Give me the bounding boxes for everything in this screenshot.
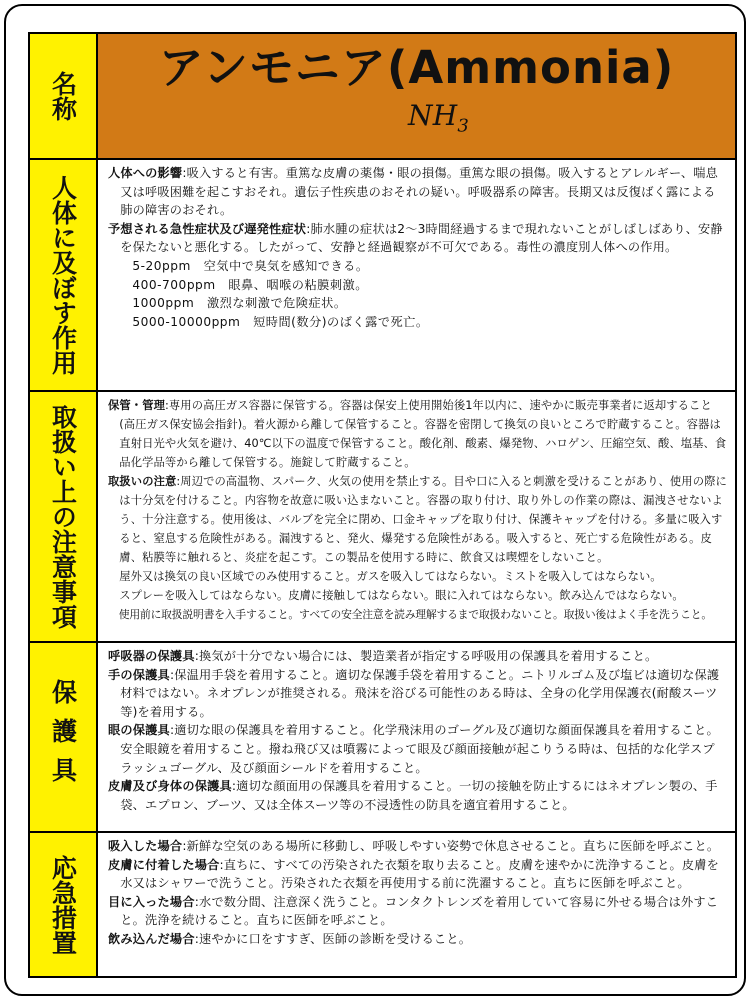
- toxicity-level: 5-20ppm 空気中で臭気を感知できる。: [132, 258, 369, 273]
- first-aid-row: [30, 831, 735, 976]
- hand-text: :保温用手袋を着用すること。適切な保護手袋を着用すること。ニトリルゴム及び塩ビは適切な保護材料ではない。ネオプレンが推奨される。飛沫を浴びる可能性のある時は、全身の化学用保護衣(耐酸スーツ等)を着用する。: [120, 667, 720, 719]
- eye-protection-text: :適切な眼の保護具を着用すること。化学飛沫用のゴーグル及び適切な顔面保護具を着用すること。安全眼鏡を着用すること。撥ね飛び又は噴霧によって眼及び顔面接触が起こりうる時は、包括的な化学スプラッシュゴーグル、及び顔面シールドを着用すること。: [120, 723, 719, 775]
- eye-protection-paragraph: [108, 721, 727, 777]
- storage-text: :専用の高圧ガス容器に保管する。容器は保安上使用開始後1年以内に、速やかに販売事業者に返却すること(高圧ガス保安協会指針)。着火源から離して保管すること。容器を密閉して換気の良いところで貯蔵すること。容器は直射日光や火気を避け、40℃以下の温度で保管すること。酸化剤、酸素、爆発物、ハロゲン、圧縮空気、酸、塩基、食品化学品等から離して保管する。施錠して貯蔵すること。: [119, 399, 727, 469]
- chemical-formula: [98, 100, 735, 143]
- name-label-cell: [30, 34, 98, 158]
- health-label-cell: [30, 160, 98, 390]
- handling-content-cell: [98, 392, 735, 641]
- hand-paragraph: [108, 666, 727, 722]
- effects-text: :吸入すると有害。重篤な皮膚の薬傷・眼の損傷。重篤な眼の損傷。吸入するとアレルギー、喘息又は呼吸困難を起こすおそれ。遺伝子性疾患のおそれの疑い。呼吸器系の障害。長期又は反復ばく露による肺の障害のおそれ。: [120, 166, 719, 218]
- body-protection-text: :適切な顔面用の保護具を着用すること。一切の接触を防止するにはネオプレン製の、手袋、エプロン、ブーツ、又は全体スーツ等の不浸透性の防具を適宜着用すること。: [120, 779, 718, 812]
- skin-contact-text: :直ちに、すべての汚染された衣類を取り去ること。皮膚を速やかに洗浄すること。皮膚を水又はシャワーで洗うこと。汚染された衣類を再使用する前に洗濯すること。直ちに医師を呼ぶこと。: [120, 857, 720, 891]
- ppe-label-cell: [30, 643, 98, 831]
- first-aid-label: 応急措置: [48, 854, 78, 955]
- handling-extra-line: スプレーを吸入してはならない。皮膚に接触してはならない。眼に入れてはならない。飲み込んではならない。: [119, 589, 684, 602]
- respiratory-heading: 呼吸器の保護具: [108, 649, 195, 663]
- inhaled-paragraph: [108, 837, 727, 856]
- health-label: 人体に及ぼす作用: [48, 175, 78, 375]
- handling-extra-line: 使用前に取扱説明書を入手すること。すべての安全注意を読み理解するまで取扱わないこと。取扱い後はよく手を洗うこと。: [118, 608, 713, 621]
- swallowed-text: :速やかに口をすすぎ、医師の診断を受けること。: [194, 931, 472, 946]
- eye-contact-text: :水で数分間、注意深く洗うこと。コンタクトレンズを着用していて容易に外せる場合は外すこと。洗浄を続けること。直ちに医師を呼ぶこと。: [120, 894, 719, 928]
- safety-sign: [4, 4, 746, 996]
- symptoms-text: :肺水腫の症状は2〜3時間経過するまで現れないことがしばしばあり、安静を保たないと悪化する。したがって、安静と経過観察が不可欠である。毒性の濃度別人体への作用。: [120, 221, 723, 255]
- caution-paragraph: [108, 472, 727, 567]
- respiratory-paragraph: [108, 647, 727, 666]
- toxicity-level: 1000ppm 激烈な刺激で危険症状。: [132, 296, 347, 311]
- swallowed-paragraph: [108, 930, 727, 949]
- formula-subscript: 3: [457, 115, 469, 137]
- sds-table: [28, 32, 737, 978]
- ppe-content-cell: [98, 643, 735, 831]
- hand-heading: 手の保護具: [108, 667, 170, 682]
- inhaled-text: :新鮮な空気のある場所に移動し、呼吸しやすい姿勢で休息させること。直ちに医師を呼ぶこと。: [182, 839, 720, 853]
- symptoms-paragraph: [108, 220, 727, 257]
- eye-protection-heading: 眼の保護具: [108, 723, 170, 738]
- toxicity-level: 400-700ppm 眼鼻、咽喉の粘膜刺激。: [132, 277, 368, 292]
- storage-heading: 保管・管理: [108, 399, 165, 412]
- health-effects-row: [30, 158, 735, 390]
- ppe-label: 保護具: [48, 678, 78, 796]
- formula-main: NH: [408, 99, 458, 132]
- effects-heading: 人体への影響: [108, 166, 183, 180]
- caution-text: :周辺での高温物、スパーク、火気の使用を禁止する。目や口に入ると刺激を受けることがあり、使用の際には十分気を付けること。内容物を故意に吸い込まないこと。容器の取り付け、取り外しの作業の際は、漏洩させないよう、十分注意する。使用後は、バルブを完全に閉め、口金キャップを取り付け、保護キャップを付ける。多量に吸入すると、窒息する危険性がある。漏洩すると、発火、爆発する危険性がある。吸入すると、死亡する危険性がある。皮膚、粘膜等に触れると、炎症を起こす。この製品を使用する時に、飲食又は喫煙をしないこと。: [119, 475, 727, 564]
- name-row: [30, 34, 735, 158]
- eye-contact-paragraph: [108, 893, 727, 930]
- toxicity-level: 5000-10000ppm 短時間(数分)のばく露で死亡。: [132, 314, 429, 329]
- swallowed-heading: 飲み込んだ場合: [108, 931, 195, 946]
- protective-equipment-row: [30, 641, 735, 831]
- substance-title: アンモニア(Ammonia): [158, 41, 675, 94]
- health-content-cell: [98, 160, 735, 390]
- skin-contact-paragraph: [108, 856, 727, 893]
- handling-label-cell: [30, 392, 98, 641]
- body-protection-paragraph: [108, 777, 727, 814]
- storage-paragraph: [108, 396, 727, 472]
- respiratory-text: :換気が十分でない場合には、製造業者が指定する呼吸用の保護具を着用すること。: [194, 649, 658, 663]
- inhaled-heading: 吸入した場合: [108, 839, 183, 853]
- skin-contact-heading: 皮膚に付着した場合: [108, 857, 220, 872]
- symptoms-heading: 予想される急性症状及び遅発性症状: [108, 221, 307, 236]
- name-content-cell: [98, 34, 735, 158]
- name-label: 名称: [48, 71, 78, 121]
- effects-paragraph: [108, 164, 727, 220]
- handling-label: 取扱い上の注意事項: [48, 404, 78, 629]
- eye-contact-heading: 目に入った場合: [108, 894, 195, 909]
- handling-row: [30, 390, 735, 641]
- first-aid-label-cell: [30, 833, 98, 976]
- first-aid-content-cell: [98, 833, 735, 976]
- caution-heading: 取扱いの注意: [108, 475, 177, 488]
- handling-extra-line: 屋外又は換気の良い区域でのみ使用すること。ガスを吸入してはならない。ミストを吸入してはならない。: [119, 570, 662, 583]
- body-protection-heading: 皮膚及び身体の保護具: [108, 779, 232, 794]
